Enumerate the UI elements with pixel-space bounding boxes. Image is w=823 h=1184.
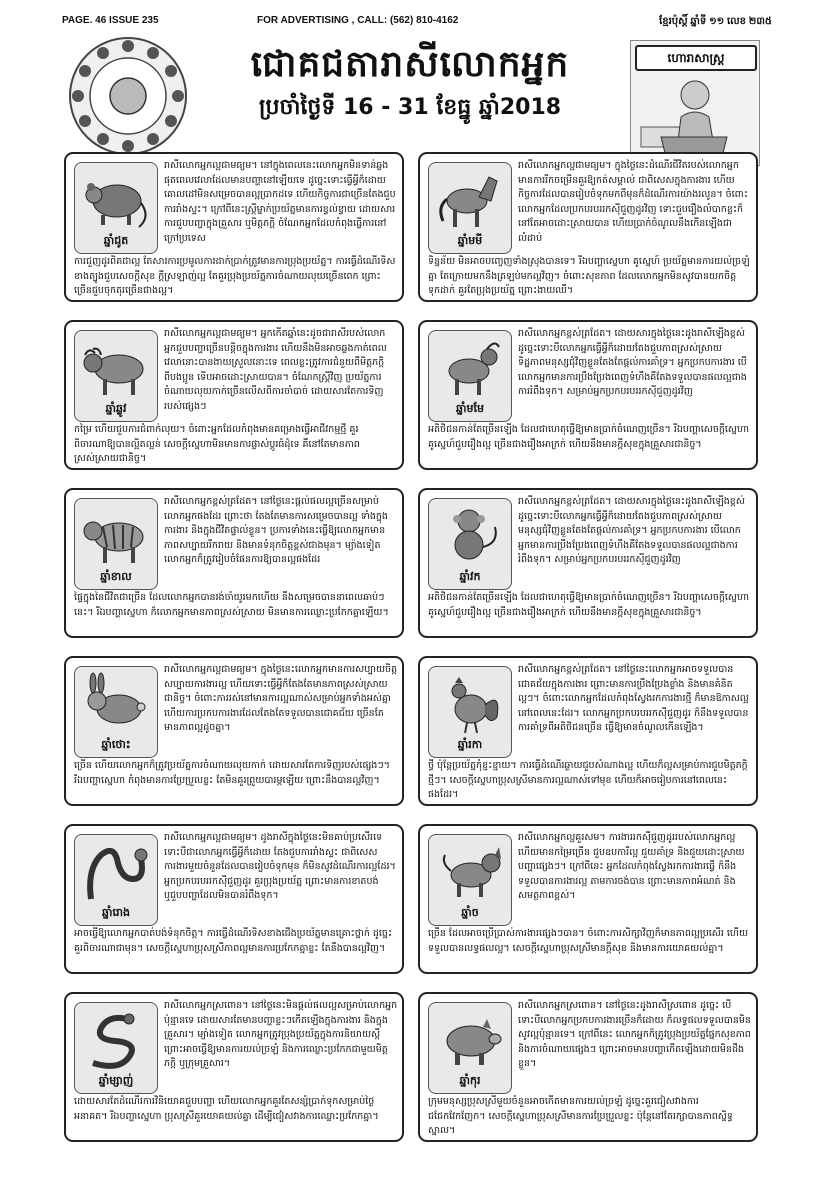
reading-text: រាសីលោកអ្នកខ្ពស់ត្រដែត។ នៅថ្ងៃនេះផ្តល់ផលល្អច្រើនសម្រាប់លោកអ្នកផងដែរ ព្រោះថា តែងតែមានការសម្រេចបានល្អ ទាំងក្នុងការងារ និងក្នុងជីវិតផ្ទាល់ខ្លួន។ ប្រការទាំងនេះធ្វើឱ្យលោកអ្នកមានភាពសប្បាយរីករាយ និងមានទំនុកចិត្តខ្ពស់ជាងមុន។ ម្យ៉ាងទៀត លោកអ្នកក៏ត្រូវរៀបចំផែនការឱ្យបានល្អផងដែរ <box>164 496 388 565</box>
title-block <box>200 42 620 124</box>
goat-icon <box>433 335 507 401</box>
rooster-icon <box>433 671 507 737</box>
horoscope-card-horse <box>418 152 758 302</box>
horoscope-card-rooster <box>418 656 758 806</box>
reading-text: រាសីលោកអ្នកល្អជាមធ្យម។ ក្នុងថ្ងៃនេះដំណើរជីវិតរបស់លោកអ្នកមានការរីកចម្រើនគួរឱ្យកត់សម្គាល់ ជាពិសេសក្នុងការងារ ហើយកិច្ចការដែលបានរៀបចំទុកមកពីមុនក៏ដំណើរការយ៉ាងរលូន។ ចំពោះលោកអ្នកដែលប្រកបរបររកស៊ីជួញដូរវិញ ទោះជួបរឿងលំបាកខ្លះក៏នៅតែអាចដោះស្រាយបាន ហើយប្រាក់ចំណូលនឹងកើនឡើងជាលំដាប់ <box>518 160 748 244</box>
sign-label: ឆ្នាំឆ្លូវ <box>105 402 127 415</box>
dog-icon <box>433 839 507 905</box>
dragon-icon <box>79 839 153 905</box>
reading-text-continued: ច្រើន ហើយលោកអ្នកក៏ត្រូវប្រយ័ត្នការចំណាយលុយកាក់ ដោយសារតែការទិញរបស់ផ្សេងៗ។ រីឯបញ្ហាស្នេហា កំពុងមានការប្រែប្រួលខ្លះ តែមិនគួរព្រួយបារម្ភឡើយ ព្រោះនឹងបានល្អវិញ។ <box>74 760 390 786</box>
horoscope-card-snake <box>64 992 404 1142</box>
sign-illustration <box>428 666 512 758</box>
horoscope-card-ox <box>64 320 404 470</box>
sign-label: ឆ្នាំរោង <box>102 906 130 919</box>
reading-text: រាសីលោកអ្នកខ្ពស់ត្រដែត។ ដោយសារក្នុងថ្ងៃនេះដូងរាសីឡើងខ្ពស់ ដូច្នេះទោះបីលោកអ្នកធ្វើអ្វីក៏ដោយតែងជួបភាពស្រស់ស្រាយ មនុស្សជុំវិញខ្លួនតែងតែផ្តល់ការគាំទ្រ។ អ្នកប្រកបការងារ បើលោកអ្នកមានការប្រឹងប្រែងពេញទំហឹងគឺតែងទទួលបានផលល្អជាងការរំពឹងទុក។ សម្រាប់អ្នកប្រកបរបររកស៊ីជួញដូរវិញ <box>518 496 745 565</box>
reading-text-continued: ដោយសារតែដំណើរការវិនិយោគជួបបញ្ហា ហើយលោកអ្នកគួរតែសន្សំប្រាក់ទុកសម្រាប់ថ្ងៃអនាគត។ រីឯបញ្ហាស្នេហា ប្រុសស្រីគួរយោគយល់គ្នា ដើម្បីជៀសវាងការឈ្លោះប្រកែកគ្នា។ <box>74 1096 379 1122</box>
zodiac-wheel-illustration <box>68 36 188 156</box>
reading-text: រាសីលោកអ្នកល្អជាមធ្យម។ ដូងរាសីក្នុងថ្ងៃនេះមិនគាប់ប្រសើរទេ ទោះបីជាលោកអ្នកធ្វើអ្វីក៏ដោយ តែងជួបការរាំងស្ទះ ជាពិសេសការងារមួយចំនួនដែលបានរៀបចំទុកមុន ក៏មិនសូវដំណើរការល្អដែរ។ អ្នកប្រកបរបររកស៊ីជួញដូរ គួរប្រុងប្រយ័ត្ន ព្រោះមានការខាតបង់ ឬជួបបញ្ហាដែលមិនបានរំពឹងទុក។ <box>164 832 396 901</box>
page-title: ជោគជតារាសីលោកអ្នក <box>250 44 570 85</box>
horoscope-card-monkey <box>418 488 758 638</box>
pig-icon <box>433 1007 507 1073</box>
date-range-subtitle: ប្រចាំថ្ងៃទី 16 - 31 ខែធ្នូ ឆ្នាំ2018 <box>258 95 562 120</box>
sign-label: ឆ្នាំច <box>461 906 479 919</box>
horse-icon <box>433 167 507 233</box>
sign-illustration <box>74 162 158 254</box>
astrology-badge <box>630 40 760 166</box>
sign-illustration <box>428 1002 512 1094</box>
sign-illustration <box>74 498 158 590</box>
sign-illustration <box>428 498 512 590</box>
zodiac-wheel-icon <box>68 36 188 156</box>
sign-illustration <box>428 162 512 254</box>
snake-icon <box>79 1007 153 1073</box>
horoscope-card-tiger <box>64 488 404 638</box>
ox-icon <box>79 335 153 401</box>
reading-text-continued: កម្រៃ ហើយជួបការជំពាក់លុយ។ ចំពោះអ្នកដែលកំពុងមានគម្រោងធ្វើអាជីវកម្មថ្មី គួរពិចារណាឱ្យបានល្អិតល្អន់ សេចក្តីស្នេហាមិនមានការផ្លាស់ប្តូរធំដុំទេ គឺនៅតែមានភាពស្រស់ស្រាយជានិច្ច។ <box>74 424 360 464</box>
reading-text: រាសីលោកអ្នកខ្ពស់ត្រដែត។ នៅថ្ងៃនេះលោកអ្នកអាចទទួលបានជោគជ័យក្នុងការងារ ព្រោះមានការប្រឹងប្រែងខ្លាំង និងមានគំនិតល្អៗ។ ចំពោះលោកអ្នកដែលកំពុងស្វែងរកការងារថ្មី ក៏មានឱកាសល្អនៅពេលនេះដែរ។ លោកអ្នកប្រកបរបររកស៊ីជួញដូរ ក៏នឹងទទួលបានការគាំទ្រពីអតិថិជនច្រើន ធ្វើឱ្យមានចំណូលកើនឡើង។ <box>518 664 749 733</box>
badge-label: ហោរាសាស្ត្រ <box>635 45 757 71</box>
sign-illustration <box>428 330 512 422</box>
sign-illustration <box>74 330 158 422</box>
sign-label: ឆ្នាំមមែ <box>456 402 484 415</box>
reading-text: រាសីលោកអ្នកខ្ពស់ត្រដែត។ ដោយសារក្នុងថ្ងៃនេះដូងរាសីឡើងខ្ពស់ ដូច្នេះទោះបីលោកអ្នកធ្វើអ្វីក៏ដោយតែងជួបភាពស្រស់ស្រាយ ទិដ្ឋភាពមនុស្សជុំវិញខ្លួនតែងតែផ្តល់ការគាំទ្រ។ អ្នកប្រកបការងារ បើលោកអ្នកមានការប្រឹងប្រែងពេញទំហឹងគឺតែងទទួលបានផលល្អជាងការរំពឹងទុក។ សម្រាប់អ្នកប្រកបរបររកស៊ីជួញដូរវិញ <box>518 328 747 397</box>
reading-text: រាសីលោកអ្នកល្អជាមធ្យម។ នៅក្នុងពេលនេះលោកអ្នកមិនទាន់ឆ្លងផុតពេលវេលាដែលមានបញ្ហានៅឡើយទេ ដូច្នេះទោះធ្វើអ្វីក៏ដោយ គោលដៅមិនសម្រេចបានល្អប្រាកដទេ ហើយកិច្ចការជាច្រើនតែងជួបការរាំងស្ទះ។ ក្រៅពីនេះស្ត្រីម្នាក់ប្រយ័ត្នមានការខ្វល់ខ្វាយ ដោយសារការជួបបញ្ហាក្នុងគ្រួសារ ឬមិត្តភក្តិ ចំណែកអ្នកដែលកំពុងធ្វើការនៅក្រៅប្រទេស <box>164 160 396 244</box>
advertising-contact: FOR ADVERTISING , CALL: (562) 810-4162 <box>257 15 459 26</box>
publication-info: ខ្មែរប៉ុស្តិ៍ ឆ្នាំទី ១១ លេខ ២៣៥ <box>659 16 772 27</box>
monkey-icon <box>433 503 507 569</box>
tiger-icon <box>79 503 153 569</box>
reading-text-continued: ផ្ទៃក្នុងនៃជីវិតជាច្រើន ដែលលោកអ្នកបានរង់ចាំយូរមកហើយ នឹងសម្រេចបាននាពេលឆាប់ៗនេះ។ រីឯបញ្ហាស្នេហា ក៏លោកអ្នកមានភាពស្រស់ស្រាយ មិនមានការឈ្លោះប្រកែកគ្នាឡើយ។ <box>74 592 389 618</box>
reading-text-continued: អាចធ្វើឱ្យលោកអ្នកបាត់បង់ទំនុកចិត្ត។ ការធ្វើដំណើរទិសខាងជើងប្រយ័ត្នមានគ្រោះថ្នាក់ ដូច្នេះគួរពិចារណាជាមុន។ សេចក្តីស្នេហាប្រុសស្រីភាពល្អមានការប្រកែកគ្នាខ្លះ តែនឹងបានល្អវិញ។ <box>74 928 393 954</box>
sign-label: ឆ្នាំវក <box>459 570 481 583</box>
sign-label: ឆ្នាំជូត <box>103 234 129 247</box>
sign-illustration <box>74 1002 158 1094</box>
sign-label: ឆ្នាំមមី <box>457 234 483 247</box>
horoscope-card-rat <box>64 152 404 302</box>
reading-text-continued: អតិថិជនកាន់តែច្រើនឡើង ដែលជាហេតុធ្វើឱ្យមានប្រាក់ចំណេញច្រើន។ រីឯបញ្ហាសេចក្តីស្នេហា គូស្នេហ៍ជួបរឿងល្អ ច្រើនជាងរឿងអាក្រក់ ហើយនឹងមានក្តីសុខក្នុងគ្រួសារជានិច្ច។ <box>428 592 750 618</box>
reading-text-continued: ថ្វី ប៉ុន្តែប្រយ័ត្នកុំខ្ជះខ្ជាយ។ ការធ្វើដំណើរឆ្ងាយជួបសំណាងល្អ ហើយក៏ល្អសម្រាប់ការជួបមិត្តភក្តិថ្មីៗ។ សេចក្តីស្នេហាប្រុសស្រីមានការល្អណាស់ទៅមុខ ហើយក៏អាចរៀបការនៅពេលនេះផងដែរ។ <box>428 760 748 800</box>
reading-text-continued: អតិថិជនកាន់តែច្រើនឡើង ដែលជាហេតុធ្វើឱ្យមានប្រាក់ចំណេញច្រើន។ រីឯបញ្ហាសេចក្តីស្នេហា គូស្នេហ៍ជួបរឿងល្អ ច្រើនជាងរឿងអាក្រក់ ហើយនឹងមានក្តីសុខក្នុងគ្រួសារជានិច្ច។ <box>428 424 750 450</box>
reading-text: រាសីលោកអ្នកល្អជាមធ្យម។ អ្នកកើតឆ្នាំនេះដូចជារាសីរបស់លោកអ្នកជួបបញ្ហាច្រើនបន្តិចក្នុងការងារ ហើយនឹងមិនអាចឆ្លងកាត់ពេលវេលានោះបានងាយស្រួលនោះទេ ពេលខ្លះត្រូវការជំនួយពីមិត្តភក្តិ ពីបងប្អូន ទើបអាចដោះស្រាយបាន។ ចំណែកស្រ្តីវិញ ប្រយ័ត្នការចំណាយលុយកាក់ច្រើនលើសពីការចាំបាច់ ដោយសារតែការទិញរបស់ផ្សេងៗ <box>164 328 387 412</box>
sign-label: ឆ្នាំរកា <box>457 738 483 751</box>
sign-label: ឆ្នាំម្សាញ់ <box>98 1074 134 1087</box>
reading-text: រាសីលោកអ្នកល្អជាមធ្យម។ ក្នុងថ្ងៃនេះលោកអ្នកមានការសប្បាយចិត្ត សប្បាយការងារល្អ ហើយទោះធ្វើអ្វីក៏តែងតែមានភាពស្រស់ស្រាយជានិច្ច។ ចំពោះការរស់នៅមានការល្អណាស់សម្រាប់អ្នកទាំងអស់គ្នា ហើយការប្រកបការងារដែលតែងតែទទួលបានជោគជ័យ ច្រើនតែមានភាពល្អដូចគ្នា។ <box>164 664 398 733</box>
reading-text: រាសីលោកអ្នកស្រពោន។ នៅថ្ងៃនេះមិនផ្តល់ផលល្អសម្រាប់លោកអ្នកប៉ុន្មានទេ ដោយសារតែមានបញ្ហាខ្លះៗកើតឡើងក្នុងការងារ និងក្នុងគ្រួសារ។ ម្យ៉ាងទៀត លោកអ្នកត្រូវប្រុងប្រយ័ត្នក្នុងការនិយាយស្តី ព្រោះអាចធ្វើឱ្យមានការយល់ច្រឡំ និងការឈ្លោះប្រកែកជាមួយមិត្តភក្តិ ឬក្រុមគ្រួសារ។ <box>164 1000 398 1069</box>
horoscope-card-goat <box>418 320 758 470</box>
reading-text-continued: ច្រើន ដែលអាចប្រើប្រាស់ការងារផ្សេងៗបាន។ ចំពោះការសិក្សាវិញក៏មានភាពល្អប្រសើរ ហើយទទួលបានលទ្ធផលល្អ។ សេចក្តីស្នេហាប្រុសស្រីមានក្តីសុខ និងមានការយោគយល់គ្នា។ <box>428 928 748 954</box>
horoscope-card-dog <box>418 824 758 974</box>
sign-label: ឆ្នាំកុរ <box>459 1074 481 1087</box>
horoscope-card-dragon <box>64 824 404 974</box>
sign-illustration <box>74 666 158 758</box>
horoscope-card-pig <box>418 992 758 1142</box>
reading-text-continued: ការជួញដូរពិតជាល្អ តែសារការប្រមូលការដាក់ប្រាក់ត្រូវមានការប្រុងប្រយ័ត្ន។ ការធ្វើដំណើរទិសខាងត្បូងជួបសេចក្តីសុខ ក្តីស្រឡាញ់ល្អ តែគួរប្រុងប្រយ័ត្នការចំណាយលុយច្រើនពេក ព្រោះច្រើនជួបចុកតុរច្រើនជាងល្អ។ <box>74 256 396 296</box>
sign-label: ឆ្នាំខាល <box>100 570 132 583</box>
sign-illustration <box>428 834 512 926</box>
reading-text: រាសីលោកអ្នកល្អគួរសម។ ការងាររកស៊ីជួញដូររបស់លោកអ្នកល្អ ហើយមានកម្រៃច្រើន ជួបឧបការីល្អ ជួយគាំទ្រ និងជួយដោះស្រាយបញ្ហាផ្សេងៗ។ ក្រៅពីនេះ អ្នកដែលកំពុងស្វែងរកការងារធ្វើ ក៏នឹងទទួលបានការងារល្អ តាមការចង់បាន ព្រោះមានភាពអំណត់ និងសមត្ថភាពខ្ពស់។ <box>518 832 745 901</box>
reading-text-continued: ក្រុមមនុស្សប្រុសស្រីមួយចំនួនអាចកើតមានការយល់ច្រឡំ ដូច្នេះគួរជៀសវាងការជជែកវែកញែក។ សេចក្តីស្នេហាប្រុសស្រីមានការប្រែប្រួលខ្លះ ប៉ុន្តែនៅតែរក្សាបានភាពស្និទ្ធស្នាល។ <box>428 1096 733 1136</box>
page-issue: PAGE. 46 ISSUE 235 <box>62 15 159 26</box>
reading-text-continued: ទិន្នន័យ មិនអាចបញ្ចេញទាំងស្រុងបានទេ។ រីឯបញ្ហាស្នេហា គូស្នេហ៍ ប្រយ័ត្នមានការយល់ច្រឡំគ្នា តែក្រោយមកនឹងត្រឡប់មកល្អវិញ។ ចំពោះសុខភាព ដែលលោកអ្នកមិនសូវបានយកចិត្តទុកដាក់ គួរតែប្រុងប្រយ័ត្ន ព្រោះងាយឈឺ។ <box>428 256 750 296</box>
rabbit-icon <box>79 671 153 737</box>
sign-illustration <box>74 834 158 926</box>
sign-label: ឆ្នាំថោះ <box>101 738 131 751</box>
reading-text: រាសីលោកអ្នកស្រពោន។ នៅថ្ងៃនេះដូងរាសីស្រពោន ដូច្នេះ បើទោះបីលោកអ្នកប្រកបការងារច្រើនក៏ដោយ ក៏លទ្ធផលទទួលបានមិនសូវល្អប៉ុន្មានទេ។ ក្រៅពីនេះ លោកអ្នកក៏ត្រូវប្រុងប្រយ័ត្នផ្នែកសុខភាព និងការចំណាយផ្សេងៗ ព្រោះអាចមានបញ្ហាកើតឡើងដោយមិនដឹងខ្លួន។ <box>518 1000 751 1069</box>
horoscope-card-rabbit <box>64 656 404 806</box>
page-header-bar <box>62 12 772 30</box>
rat-icon <box>79 167 153 233</box>
